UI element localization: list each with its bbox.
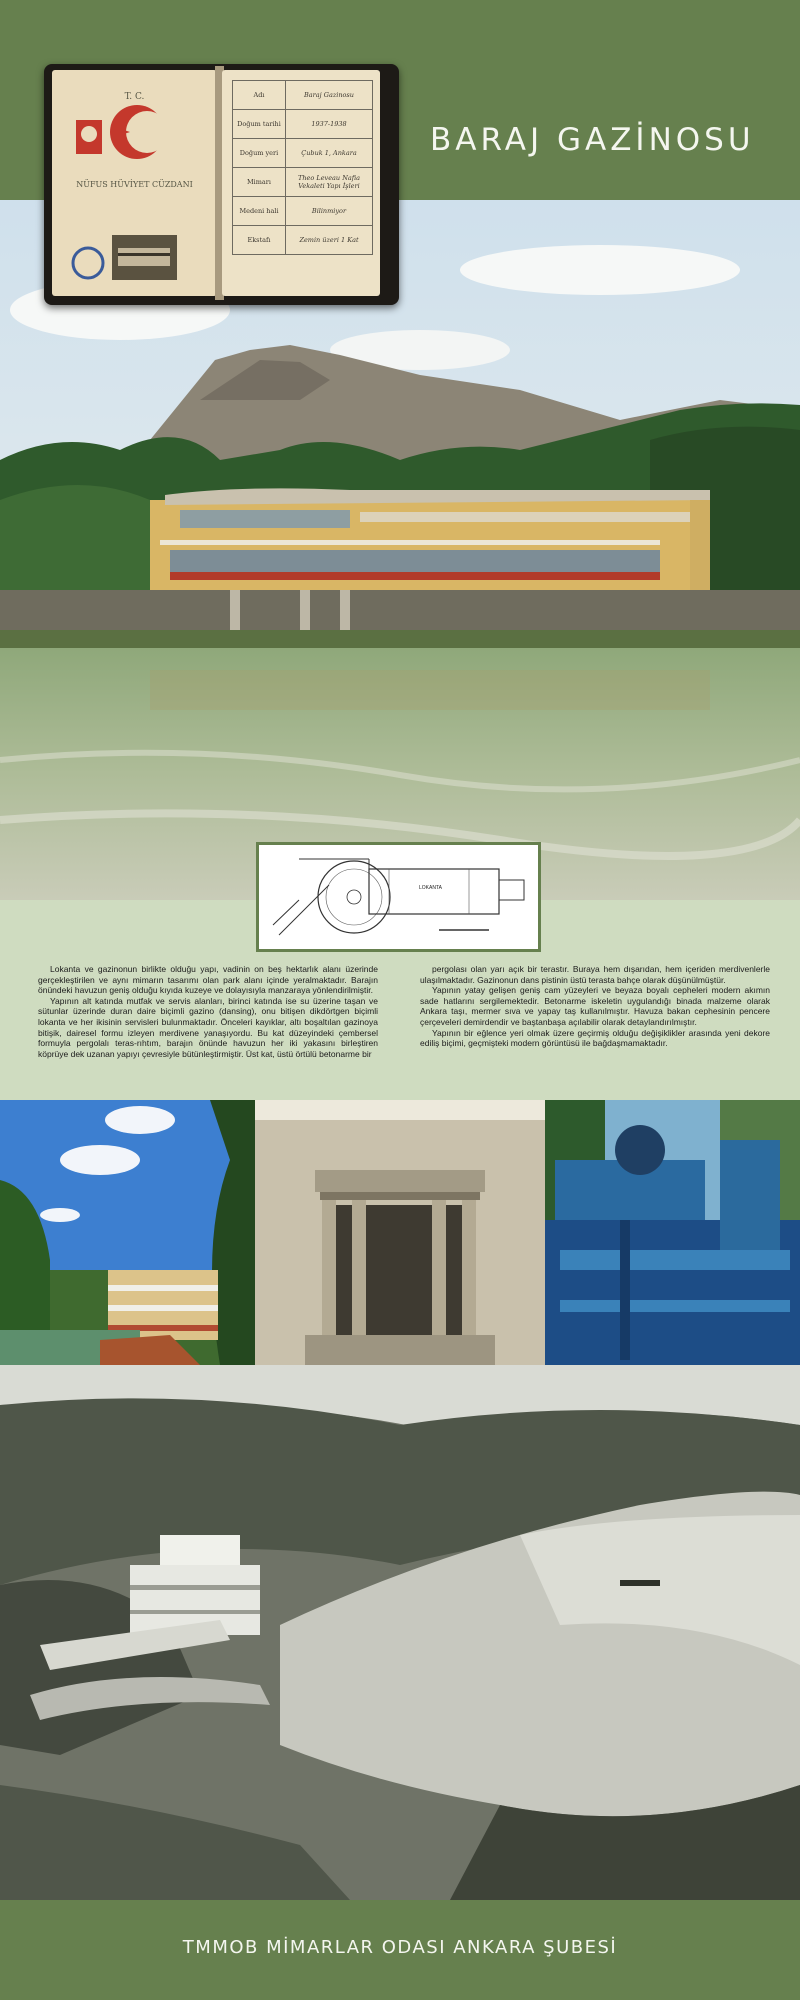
photo-row (0, 1100, 800, 1365)
id-card-title: NÜFUS HÜVİYET CÜZDANI (76, 180, 193, 189)
id-card-label: Adı (233, 81, 286, 110)
paragraph: Lokanta ve gazinonun birlikte olduğu yapı, vadinin on beş hektarlık alanı üzerinde gerçekleştirilen ve aynı mimarın tasarımı olan park alanı içinde yeralmaktadır. Barajın önündeki havuzun geniş olduğu kıyıda kuzeye ve dolayısıyla manzaraya yönlendirilmiştir. (38, 964, 378, 996)
photo-machinery (545, 1100, 800, 1365)
id-card-row (233, 197, 373, 226)
footer-organization: TMMOB MİMARLAR ODASI ANKARA ŞUBESİ (182, 1937, 618, 1958)
id-card-row (233, 110, 373, 139)
id-card-value: Zemin üzeri 1 Kat (286, 226, 373, 255)
hero-photo (0, 200, 800, 900)
id-card-label: Ekstafı (233, 226, 286, 255)
archive-photo (0, 1365, 800, 1900)
id-card-value: Bilinmiyor (286, 197, 373, 226)
id-card-label: Mimarı (233, 168, 286, 197)
id-card-value: Çubuk 1, Ankara (286, 139, 373, 168)
id-card-row (233, 168, 373, 197)
floor-plan-label: LOKANTA (419, 885, 442, 891)
id-card-label: Doğum tarihi (233, 110, 286, 139)
id-card-value: Baraj Gazinosu (286, 81, 373, 110)
id-card-label: Doğum yeri (233, 139, 286, 168)
id-card-value: Theo Leveau Nafia Vekaleti Yapı İşleri (286, 168, 373, 197)
id-card-value: 1937-1938 (286, 110, 373, 139)
paragraph: Yapının bir eğlence yeri olmak üzere geçirmiş olduğu değişiklikler arasında yeni dekore ediliş biçimi, geçmişteki modern görüntüsü ile bağdaşmamaktadır. (420, 1027, 770, 1049)
paragraph: pergolası olan yarı açık bir terastır. Buraya hem dışarıdan, hem içeriden merdivenlerle ulaşılmaktadır. Gazinonun dans pistinin üstü terasta bahçe olarak düşünülmüştür. (420, 964, 770, 985)
photo-building-side (0, 1100, 255, 1365)
photo-portico (255, 1100, 545, 1365)
id-card-row (233, 81, 373, 110)
id-card-table (232, 80, 373, 255)
body-text-right (420, 964, 770, 1049)
floor-plan (256, 842, 541, 952)
id-card-row (233, 139, 373, 168)
page-title: BARAJ GAZİNOSU (430, 122, 755, 158)
paragraph: Yapının yatay gelişen geniş cam yüzeyleri ve beyaza boyalı cepheleri modern akımın sade hatlarını sergilemektedir. Betonarme iskeletin uygulandığı binada malzeme olarak Ankara taşı, mermer sıva ve yapay taş kullanılmıştır. Havuza bakan cephesinin pencere çerçeveleri demirdendir ve baştanbaşa açılabilir olarak detaylandırılmıştır. (420, 985, 770, 1027)
paragraph: Yapının alt katında mutfak ve servis alanları, birinci katında ise su üzerine taşan ve sütunlar üzerinde duran daire biçimli gazino (dansing), onu bitişen dikdörtgen biçimli lokanta ve her ikisinin servisleri bulunmaktadır. Önceleri kayıklar, altı boşaltılan gazinoya bitişik, dairesel formu izleyen merdivene yanaşıyordu. Bu kat düzeyindeki çembersel formuyla pergolalı teras-rıhtım, barajın önünde havuzun her iki yakasını birleştiren köprüye dek uzanan yapıyı çevresiyle bütünleştirmiştir. Üst kat, üstü örtülü betonarme bir (38, 995, 378, 1059)
id-card-country: T. C. (124, 92, 145, 102)
id-card-row (233, 226, 373, 255)
id-card-label: Medeni hali (233, 197, 286, 226)
body-text-left (38, 964, 378, 1059)
